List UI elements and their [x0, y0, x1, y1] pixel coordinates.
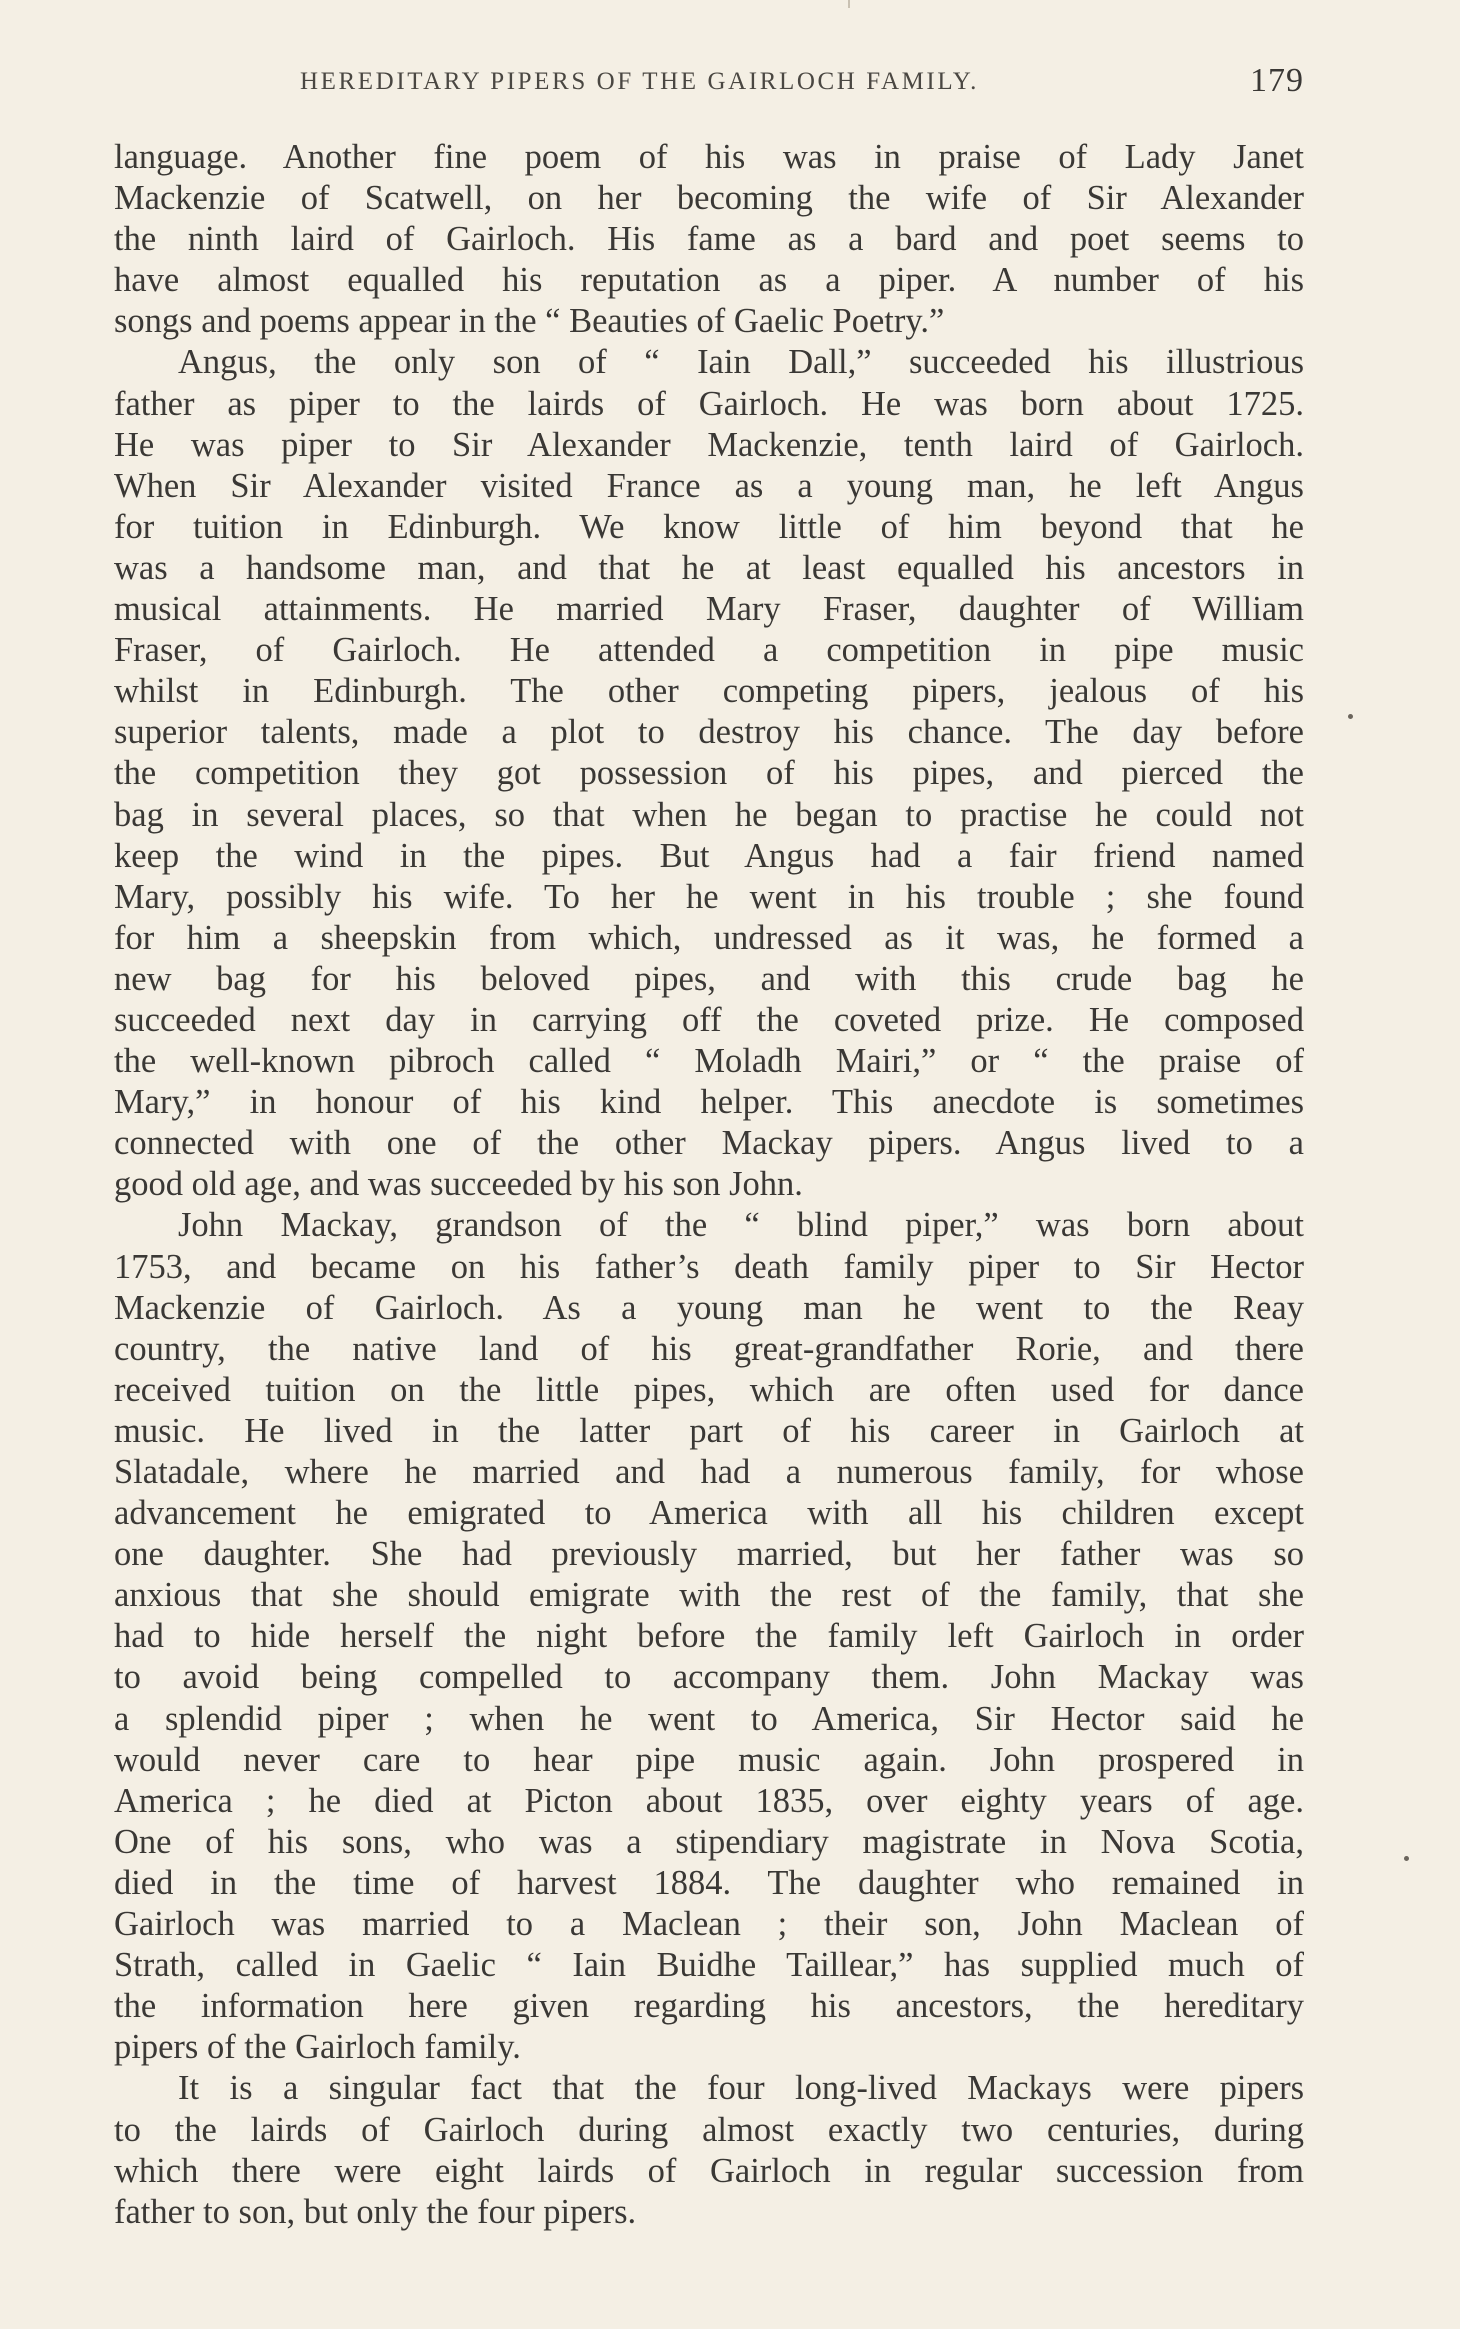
text-line: songs and poems appear in the “ Beauties of Gaelic Poetry.”: [114, 302, 945, 341]
text-line: was a handsome man, and that he at least equalled his ancestors in: [114, 548, 1304, 587]
text-line: Mary, possibly his wife. To her he went in his trouble ; she found: [114, 877, 1304, 916]
text-line: father as piper to the lairds of Gairloch. He was born about 1725.: [114, 384, 1304, 423]
text-line: would never care to hear pipe music again. John prospered in: [114, 1740, 1304, 1779]
text-line: music. He lived in the latter part of his career in Gairloch at: [114, 1411, 1304, 1450]
text-line: language. Another fine poem of his was in praise of Lady Janet: [114, 138, 1304, 176]
text-line: superior talents, made a plot to destroy his chance. The day before: [114, 713, 1304, 752]
text-line: one daughter. She had previously married, but her father was so: [114, 1535, 1304, 1574]
text-line: to avoid being compelled to accompany them. John Mackay was: [114, 1658, 1304, 1697]
text-line: succeeded next day in carrying off the coveted prize. He composed: [114, 1000, 1304, 1039]
text-line: a splendid piper ; when he went to America, Sir Hector said he: [114, 1699, 1304, 1738]
text-line: new bag for his beloved pipes, and with this crude bag he: [114, 959, 1304, 998]
text-line: the ninth laird of Gairloch. His fame as a bard and poet seems to: [114, 220, 1304, 259]
text-line: the competition they got possession of his pipes, and pierced the: [114, 754, 1304, 793]
text-line: the well-known pibroch called “ Moladh Mairi,” or “ the praise of: [114, 1042, 1304, 1081]
body-text: [114, 137, 1304, 2233]
text-line: good old age, and was succeeded by his son John.: [114, 1165, 803, 1204]
text-line: keep the wind in the pipes. But Angus had a fair friend named: [114, 836, 1304, 875]
text-line: country, the native land of his great-grandfather Rorie, and there: [114, 1329, 1304, 1368]
text-line: the information here given regarding his ancestors, the hereditary: [114, 1987, 1304, 2026]
text-line: connected with one of the other Mackay pipers. Angus lived to a: [114, 1124, 1304, 1163]
text-line: to the lairds of Gairloch during almost exactly two centuries, during: [114, 2110, 1304, 2149]
text-line: bag in several places, so that when he began to practise he could not: [114, 795, 1304, 834]
text-line: Mackenzie of Gairloch. As a young man he went to the Reay: [114, 1288, 1304, 1327]
text-line: Fraser, of Gairloch. He attended a competition in pipe music: [114, 631, 1304, 670]
running-head-title: HEREDITARY PIPERS OF THE GAIRLOCH FAMILY.: [300, 68, 979, 95]
text-line: received tuition on the little pipes, which are often used for dance: [114, 1370, 1304, 1409]
text-line: He was piper to Sir Alexander Mackenzie, tenth laird of Gairloch.: [114, 425, 1304, 464]
text-line: Gairloch was married to a Maclean ; their son, John Maclean of: [114, 1905, 1304, 1944]
text-line: When Sir Alexander visited France as a young man, he left Angus: [114, 466, 1304, 505]
text-line: Mackenzie of Scatwell, on her becoming the wife of Sir Alexander: [114, 179, 1304, 218]
text-line: advancement he emigrated to America with all his children except: [114, 1494, 1304, 1533]
text-line: Strath, called in Gaelic “ Iain Buidhe Taillear,” has supplied much of: [114, 1946, 1304, 1985]
text-line: for tuition in Edinburgh. We know little of him beyond that he: [114, 507, 1304, 546]
text-line: 1753, and became on his father’s death family piper to Sir Hector: [114, 1247, 1304, 1286]
running-head: [114, 62, 1304, 102]
text-line: anxious that she should emigrate with the rest of the family, that she: [114, 1576, 1304, 1615]
text-line: America ; he died at Picton about 1835, over eighty years of age.: [114, 1781, 1304, 1820]
text-line: for him a sheepskin from which, undressed as it was, he formed a: [114, 918, 1304, 957]
text-line: Mary,” in honour of his kind helper. This anecdote is sometimes: [114, 1083, 1304, 1122]
text-line: pipers of the Gairloch family.: [114, 2028, 521, 2067]
text-line: musical attainments. He married Mary Fraser, daughter of William: [114, 590, 1304, 629]
text-line: which there were eight lairds of Gairloch in regular succession from: [114, 2151, 1304, 2190]
text-line: have almost equalled his reputation as a piper. A number of his: [114, 261, 1304, 300]
text-line: died in the time of harvest 1884. The daughter who remained in: [114, 1863, 1304, 1902]
text-line: whilst in Edinburgh. The other competing pipers, jealous of his: [114, 672, 1304, 711]
text-line: One of his sons, who was a stipendiary magistrate in Nova Scotia,: [114, 1822, 1304, 1861]
margin-mark: [1404, 1856, 1409, 1861]
text-line: Slatadale, where he married and had a numerous family, for whose: [114, 1453, 1304, 1491]
text-line: Angus, the only son of “ Iain Dall,” succeeded his illustrious: [178, 343, 1304, 382]
margin-mark: [1348, 714, 1353, 719]
text-line: John Mackay, grandson of the “ blind piper,” was born about: [178, 1206, 1304, 1245]
page-number: 179: [1250, 62, 1304, 99]
text-line: father to son, but only the four pipers.: [114, 2192, 637, 2231]
text-line: It is a singular fact that the four long-lived Mackays were pipers: [178, 2069, 1304, 2108]
text-line: had to hide herself the night before the family left Gairloch in order: [114, 1617, 1304, 1656]
page-mark: [848, 0, 850, 8]
